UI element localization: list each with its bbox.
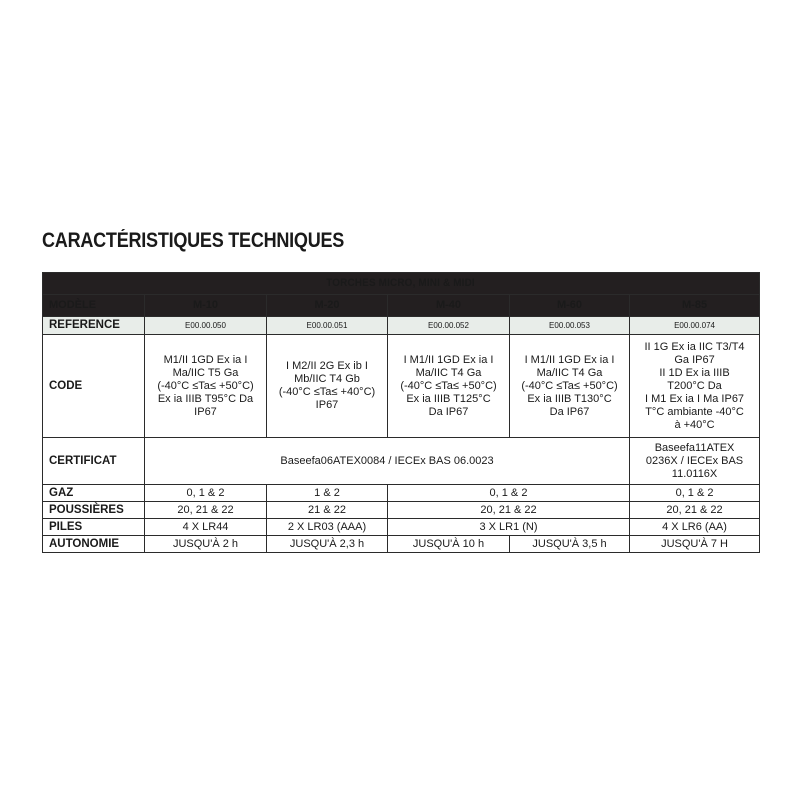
reference-cell: E00.00.051 xyxy=(267,317,388,335)
spec-table xyxy=(42,272,760,553)
page-title: CARACTÉRISTIQUES TECHNIQUES xyxy=(42,229,345,252)
code-line: T°C ambiante -40°C xyxy=(645,405,744,418)
table-row xyxy=(43,536,760,553)
code-cell xyxy=(145,335,267,438)
row-label: REFERENCE xyxy=(43,317,145,335)
code-line: Ma/IIC T4 Ga xyxy=(536,366,603,379)
poussieres-cell: 20, 21 & 22 xyxy=(145,502,267,519)
gaz-cell: 0, 1 & 2 xyxy=(630,485,760,502)
code-line: Ga IP67 xyxy=(674,353,715,366)
table-row xyxy=(43,438,760,485)
table-row xyxy=(43,335,760,438)
table-banner: TORCHES MICRO, MINI & MIDI xyxy=(43,273,760,295)
code-line: (-40°C ≤Ta≤ +50°C) xyxy=(400,379,497,392)
model-label: MODÈLE xyxy=(43,295,145,317)
code-line: Ma/IIC T5 Ga xyxy=(172,366,239,379)
code-line: II 1D Ex ia IIIB xyxy=(659,366,730,379)
table-row xyxy=(43,317,760,335)
code-line: T200°C Da xyxy=(667,379,722,392)
code-line: Da IP67 xyxy=(549,405,590,418)
model-header: M-10 xyxy=(145,295,267,317)
piles-cell: 4 X LR44 xyxy=(145,519,267,536)
code-line: I M1/II 1GD Ex ia I xyxy=(403,353,494,366)
autonomie-cell: JUSQU'À 10 h xyxy=(388,536,510,553)
code-line: I M2/II 2G Ex ib I xyxy=(286,360,368,372)
row-label: PILES xyxy=(43,519,145,536)
code-line: IP67 xyxy=(194,405,217,418)
piles-cell: 3 X LR1 (N) xyxy=(388,519,630,536)
table-row xyxy=(43,519,760,536)
code-line: I M1 Ex ia I Ma IP67 xyxy=(645,392,745,405)
piles-cell: 4 X LR6 (AA) xyxy=(630,519,760,536)
banner-row xyxy=(43,273,760,295)
table-row xyxy=(43,502,760,519)
certificat-cell xyxy=(630,438,760,485)
row-label: AUTONOMIE xyxy=(43,536,145,553)
code-line: Ex ia IIIB T95°C Da xyxy=(157,392,254,405)
code-line: Ex ia IIIB T125°C xyxy=(406,392,491,405)
certificat-cell: Baseefa06ATEX0084 / IECEx BAS 06.0023 xyxy=(145,438,630,485)
model-header: M-40 xyxy=(388,295,510,317)
code-line: Mb/IIC T4 Gb xyxy=(294,373,360,385)
code-cell xyxy=(267,335,388,438)
certificat-line: 11.0116X xyxy=(671,467,718,480)
code-cell xyxy=(630,335,760,438)
code-line: (-40°C ≤Ta≤ +50°C) xyxy=(157,379,254,392)
code-cell xyxy=(388,335,510,438)
table-row xyxy=(43,485,760,502)
reference-cell: E00.00.074 xyxy=(630,317,760,335)
model-header: M-60 xyxy=(510,295,630,317)
code-line: IP67 xyxy=(315,399,339,411)
reference-cell: E00.00.052 xyxy=(388,317,510,335)
gaz-cell: 1 & 2 xyxy=(267,485,388,502)
piles-cell: 2 X LR03 (AAA) xyxy=(267,519,388,536)
code-line: à +40°C xyxy=(674,418,715,431)
poussieres-cell: 20, 21 & 22 xyxy=(388,502,630,519)
reference-cell: E00.00.050 xyxy=(145,317,267,335)
certificat-line: Baseefa11ATEX xyxy=(654,441,735,454)
poussieres-cell: 21 & 22 xyxy=(267,502,388,519)
gaz-cell: 0, 1 & 2 xyxy=(388,485,630,502)
code-cell xyxy=(510,335,630,438)
row-label: GAZ xyxy=(43,485,145,502)
model-header: M-85 xyxy=(630,295,760,317)
model-header: M-20 xyxy=(267,295,388,317)
code-line: M1/II 1GD Ex ia I xyxy=(163,353,248,366)
code-line: (-40°C ≤Ta≤ +50°C) xyxy=(521,379,618,392)
gaz-cell: 0, 1 & 2 xyxy=(145,485,267,502)
code-line: I M1/II 1GD Ex ia I xyxy=(524,353,615,366)
autonomie-cell: JUSQU'À 7 H xyxy=(630,536,760,553)
row-label: CODE xyxy=(43,335,145,438)
reference-cell: E00.00.053 xyxy=(510,317,630,335)
code-line: (-40°C ≤Ta≤ +40°C) xyxy=(278,386,376,398)
certificat-line: 0236X / IECEx BAS xyxy=(645,454,744,467)
code-line: Ma/IIC T4 Ga xyxy=(415,366,482,379)
code-line: Ex ia IIIB T130°C xyxy=(527,392,612,405)
model-header-row xyxy=(43,295,760,317)
poussieres-cell: 20, 21 & 22 xyxy=(630,502,760,519)
autonomie-cell: JUSQU'À 2,3 h xyxy=(267,536,388,553)
code-line: Da IP67 xyxy=(428,405,469,418)
autonomie-cell: JUSQU'À 3,5 h xyxy=(510,536,630,553)
code-line: II 1G Ex ia IIC T3/T4 xyxy=(644,340,745,353)
row-label: CERTIFICAT xyxy=(43,438,145,485)
row-label: POUSSIÈRES xyxy=(43,502,145,519)
autonomie-cell: JUSQU'À 2 h xyxy=(145,536,267,553)
